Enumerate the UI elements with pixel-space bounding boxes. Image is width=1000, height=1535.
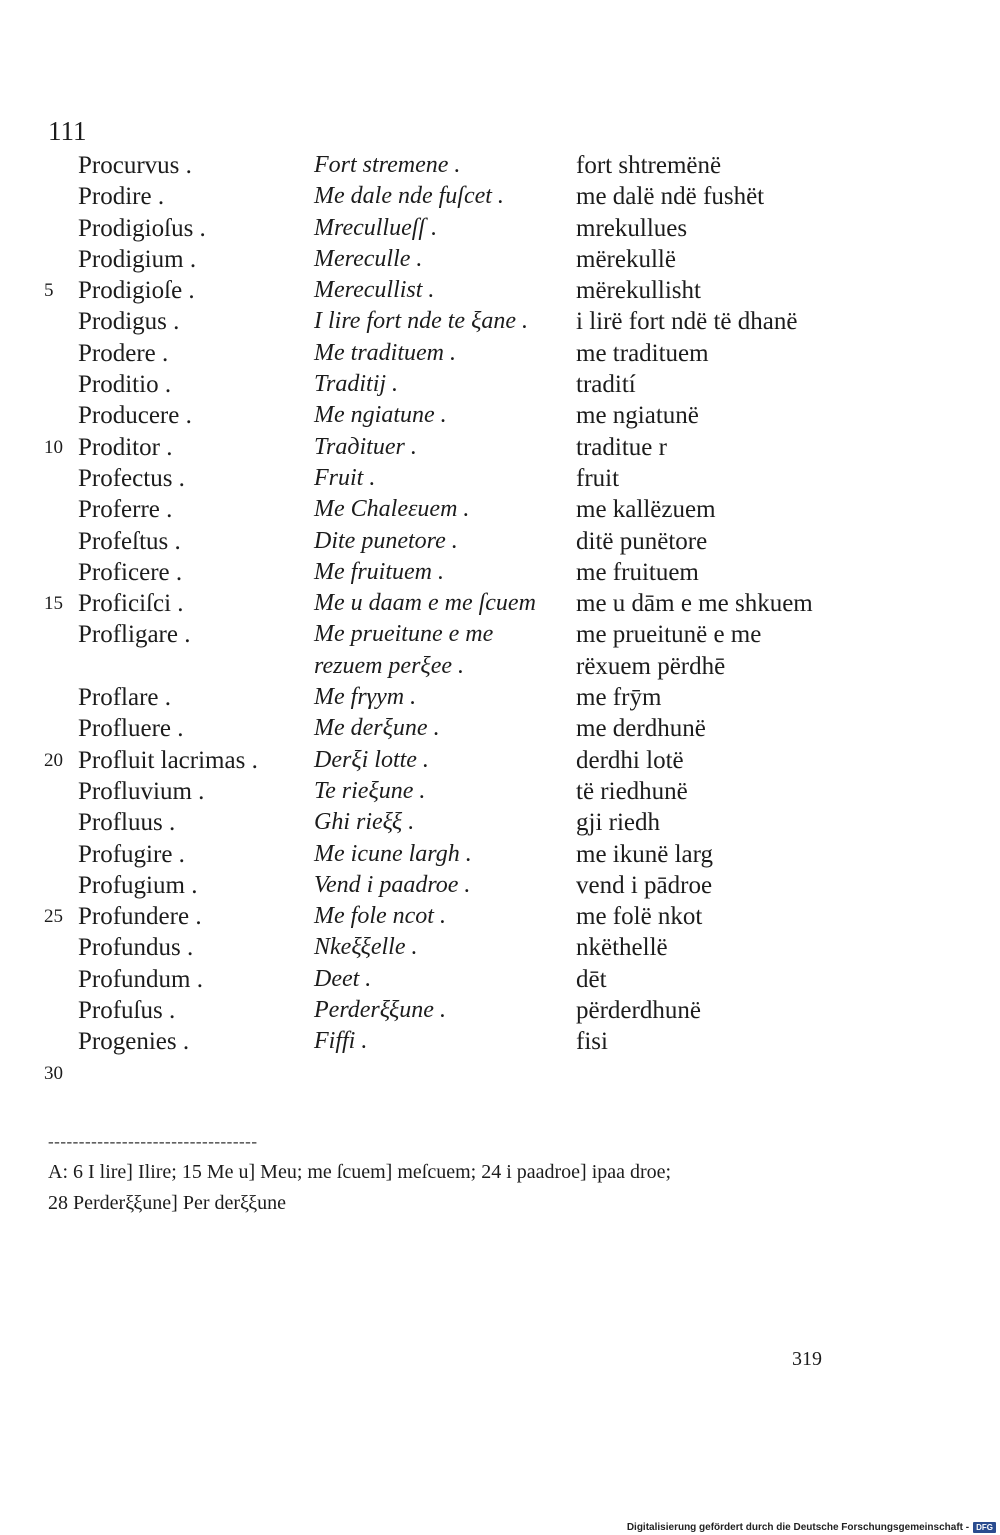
modern-albanian-term: me frȳm — [576, 684, 662, 712]
old-albanian-term: Trадituer . — [314, 433, 417, 460]
old-albanian-term: Me fole ncot . — [314, 903, 446, 930]
latin-term: Profluit lacrimas . — [78, 746, 258, 774]
modern-albanian-term: gji riedh — [576, 809, 661, 837]
footnote-separator: ---------------------------------- — [48, 1132, 258, 1151]
latin-term: Profluus . — [78, 809, 176, 837]
dfg-credit-text: Digitalisierung gefördert durch die Deutsche Forschungsgemeinschaft - — [626, 1522, 970, 1533]
line-number: 20 — [44, 749, 63, 771]
modern-albanian-term: i lirë fort ndë të dhanë — [576, 308, 798, 336]
old-albanian-term: Me prueitune e me rezuem perξee . — [314, 621, 494, 679]
entry-row — [0, 588, 1000, 619]
latin-term: Prodigioſus . — [78, 214, 206, 242]
latin-term: Procurvus . — [78, 152, 192, 179]
old-albanian-term: Me icune largh . — [314, 840, 472, 867]
line-number: 10 — [44, 436, 63, 458]
old-albanian-term: Perderξξune . — [314, 997, 446, 1024]
line-number-30: 30 — [44, 1063, 63, 1084]
entry-row — [0, 213, 1000, 244]
modern-albanian-term: fruit — [576, 464, 620, 492]
old-albanian-term: Me Chaleεuem . — [314, 496, 470, 523]
latin-term: Profundum . — [78, 965, 203, 993]
footnote-line-1: A: 6 I lire] Ilire; 15 Me u] Meu; me ſcuem] meſcuem; 24 i paadroe] ipaa droe; — [48, 1161, 672, 1183]
old-albanian-term: Merecullist . — [314, 277, 435, 304]
latin-term: Progenies . — [78, 1028, 190, 1056]
old-albanian-term: Merecullе . — [314, 245, 423, 272]
entry-row — [0, 870, 1000, 901]
glossary-entries — [0, 150, 1000, 1058]
line-number: 15 — [44, 593, 63, 615]
latin-term: Prodere . — [78, 339, 169, 367]
old-albanian-term: Me frγym . — [314, 684, 417, 711]
footnote-line-2: 28 Perderξξune] Per derξξune — [48, 1192, 286, 1214]
modern-albanian-term: fort shtremënë — [576, 152, 722, 179]
latin-term: Proditio . — [78, 371, 172, 399]
latin-term: Profuſus . — [78, 997, 176, 1025]
modern-albanian-term: mrekullues — [576, 214, 688, 242]
modern-albanian-term: me kallëzuem — [576, 496, 716, 524]
old-albanian-term: Derξi lotte . — [314, 746, 429, 773]
dfg-logo: DFG — [973, 1522, 996, 1533]
latin-term: Profugire . — [78, 840, 185, 868]
entry-row — [0, 432, 1000, 463]
entry-row — [0, 745, 1000, 776]
entry-row — [0, 400, 1000, 431]
entry-row — [0, 839, 1000, 870]
dfg-credit-bar — [627, 1522, 996, 1533]
modern-albanian-term: fisi — [576, 1028, 608, 1056]
modern-albanian-term: me tradituem — [576, 339, 709, 367]
latin-term: Proflare . — [78, 684, 172, 712]
old-albanian-term: I lire fort nde te ξane . — [314, 308, 529, 335]
entry-row — [0, 713, 1000, 744]
modern-albanian-term: me dalë ndë fushët — [576, 183, 765, 211]
modern-albanian-term: me fruituem — [576, 558, 699, 586]
modern-albanian-term: tradití — [576, 371, 636, 399]
latin-term: Profundus . — [78, 934, 194, 962]
old-albanian-term: Traditij . — [314, 371, 399, 398]
page-heading-number: 111 — [48, 116, 87, 146]
old-albanian-term: Me ngiatune . — [314, 402, 447, 429]
entry-row — [0, 619, 1000, 682]
latin-term: Prodigus . — [78, 308, 180, 336]
modern-albanian-term: me ngiatunë — [576, 402, 699, 430]
line-number: 5 — [44, 280, 54, 302]
entry-row — [0, 181, 1000, 212]
entry-row — [0, 306, 1000, 337]
latin-term: Profluere . — [78, 715, 184, 743]
old-albanian-term: Deet . — [314, 965, 372, 992]
latin-term: Proficere . — [78, 558, 183, 586]
old-albanian-term: Ghi rieξξ . — [314, 809, 415, 836]
entry-row — [0, 682, 1000, 713]
old-albanian-term: Nkeξξelle . — [314, 934, 418, 961]
entry-row — [0, 275, 1000, 306]
latin-term: Proditor . — [78, 433, 173, 461]
modern-albanian-term: përderdhunë — [576, 997, 701, 1025]
entry-row — [0, 338, 1000, 369]
latin-term: Profectus . — [78, 464, 185, 492]
entry-row — [0, 964, 1000, 995]
old-albanian-term: Fiffi . — [314, 1028, 368, 1055]
entry-row — [0, 526, 1000, 557]
modern-albanian-term: me prueitunë e me rëxuem përdhē — [576, 621, 762, 680]
modern-albanian-term: vend i pādroe — [576, 871, 713, 899]
latin-term: Producere . — [78, 402, 192, 430]
entry-row — [0, 901, 1000, 932]
old-albanian-term: Me tradituem . — [314, 339, 456, 366]
entry-row — [0, 1026, 1000, 1057]
old-albanian-term: Me u daam e me ſcuem — [314, 590, 536, 617]
entry-row — [0, 244, 1000, 275]
modern-albanian-term: mërekullisht — [576, 277, 701, 305]
entry-row — [0, 557, 1000, 588]
modern-albanian-term: me derdhunë — [576, 715, 706, 743]
latin-term: Profeſtus . — [78, 527, 181, 555]
modern-albanian-term: me ikunë larg — [576, 840, 713, 868]
latin-term: Prodigium . — [78, 245, 197, 273]
old-albanian-term: Fort stremene . — [314, 152, 461, 178]
old-albanian-term: Mrecullueſſ . — [314, 214, 438, 241]
modern-albanian-term: me u dām e me shkuem — [576, 590, 813, 618]
latin-term: Proferre . — [78, 496, 173, 524]
line-number: 25 — [44, 906, 63, 928]
entry-row — [0, 150, 1000, 181]
page-number: 319 — [792, 1348, 822, 1370]
modern-albanian-term: traditue r — [576, 433, 667, 461]
modern-albanian-term: derdhi lotë — [576, 746, 684, 774]
old-albanian-term: Dite punetore . — [314, 527, 458, 554]
entry-row — [0, 776, 1000, 807]
entry-row — [0, 463, 1000, 494]
modern-albanian-term: nkëthellë — [576, 934, 668, 962]
footnote — [48, 1157, 828, 1219]
latin-term: Proficiſci . — [78, 590, 184, 618]
old-albanian-term: Me fruituem . — [314, 558, 444, 585]
entry-row — [0, 369, 1000, 400]
entry-row — [0, 807, 1000, 838]
modern-albanian-term: ditë punëtore — [576, 527, 708, 555]
latin-term: Profundere . — [78, 903, 202, 931]
modern-albanian-term: dēt — [576, 965, 607, 993]
entry-row — [0, 932, 1000, 963]
latin-term: Profluvium . — [78, 777, 205, 805]
old-albanian-term: Te rieξune . — [314, 777, 426, 804]
latin-term: Prodire . — [78, 183, 165, 211]
latin-term: Profugium . — [78, 871, 198, 899]
modern-albanian-term: me folë nkot — [576, 903, 703, 931]
latin-term: Profligare . — [78, 621, 191, 649]
modern-albanian-term: të riedhunë — [576, 777, 688, 805]
old-albanian-term: Vend i paadroe . — [314, 871, 471, 898]
modern-albanian-term: mërekullë — [576, 245, 676, 273]
old-albanian-term: Me dale nde fuſcet . — [314, 183, 504, 210]
old-albanian-term: Me derξune . — [314, 715, 440, 742]
latin-term: Prodigioſe . — [78, 277, 195, 305]
entry-row — [0, 494, 1000, 525]
entry-row — [0, 995, 1000, 1026]
old-albanian-term: Fruit . — [314, 464, 376, 491]
